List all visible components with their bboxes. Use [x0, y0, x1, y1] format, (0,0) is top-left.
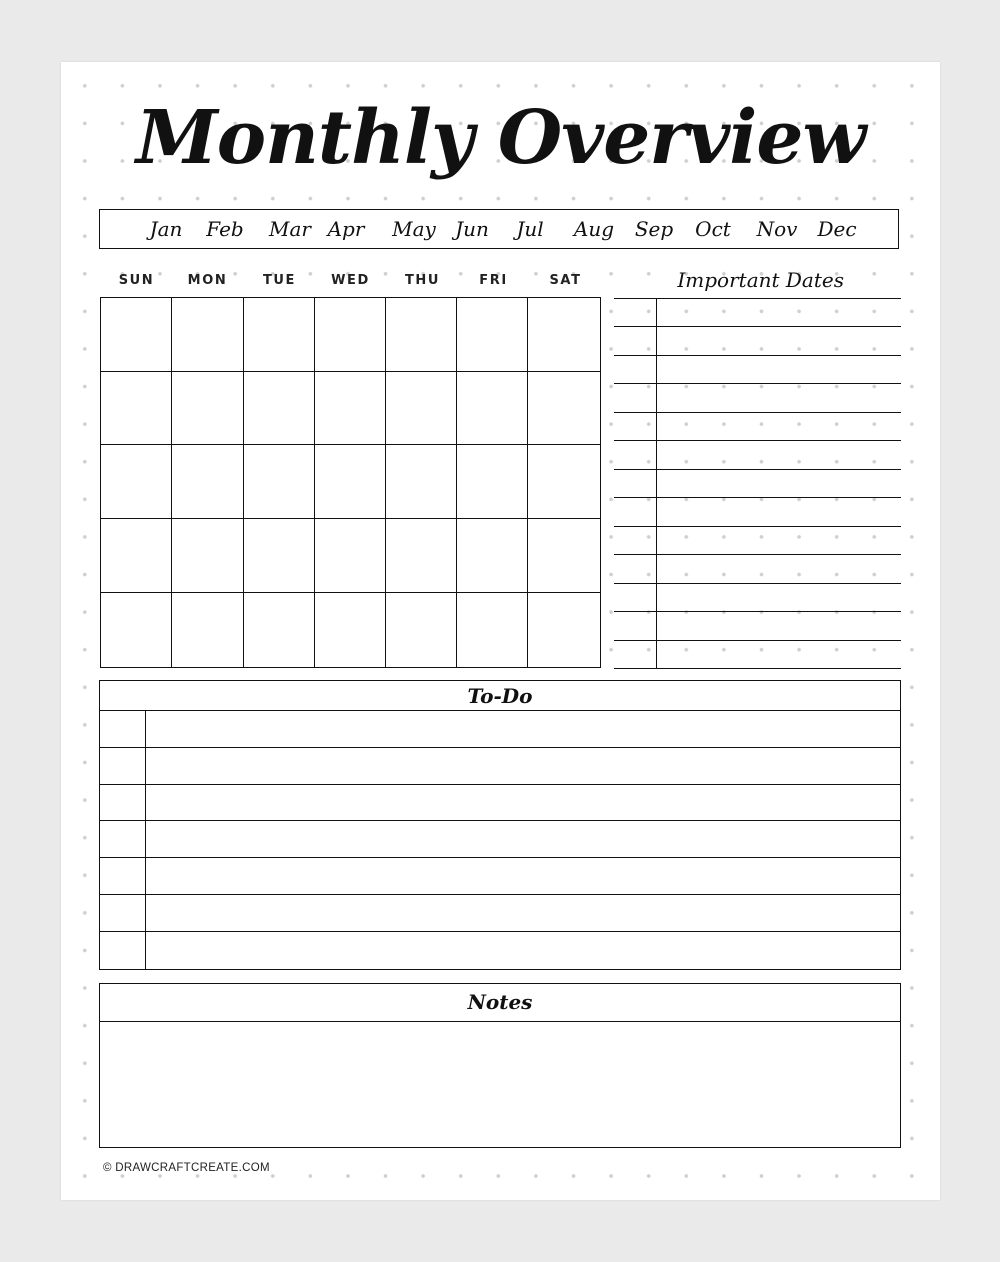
calendar-day-cell[interactable]	[314, 298, 385, 372]
todo-checkbox[interactable]	[100, 748, 145, 785]
todo-checkbox[interactable]	[100, 931, 145, 968]
todo-checkbox[interactable]	[100, 858, 145, 895]
important-date-entry[interactable]	[614, 383, 901, 411]
important-dates-line	[614, 668, 901, 669]
important-date-entry[interactable]	[614, 554, 901, 582]
calendar-day-cell[interactable]	[386, 372, 457, 446]
todo-title: To-Do	[467, 684, 533, 708]
month-aug[interactable]: Aug	[573, 217, 615, 241]
calendar-day-cell[interactable]	[457, 592, 528, 666]
calendar-day-cell[interactable]	[101, 592, 172, 666]
notes-area[interactable]	[100, 1023, 900, 1147]
important-date-entry[interactable]	[614, 583, 901, 611]
calendar-day-cell[interactable]	[243, 592, 314, 666]
calendar-day-cell[interactable]	[172, 592, 243, 666]
calendar-day-cell[interactable]	[386, 519, 457, 593]
month-mar[interactable]: Mar	[269, 217, 311, 241]
todo-item-field[interactable]	[147, 858, 900, 895]
todo-checkbox[interactable]	[100, 784, 145, 821]
calendar-day-cell[interactable]	[101, 519, 172, 593]
month-nov[interactable]: Nov	[756, 217, 798, 241]
calendar-day-cell[interactable]	[457, 519, 528, 593]
calendar-day-cell[interactable]	[528, 372, 599, 446]
important-date-entry[interactable]	[614, 412, 901, 440]
todo-item-field[interactable]	[147, 821, 900, 858]
todo-checkbox[interactable]	[100, 895, 145, 932]
weekday-wed: WED	[331, 273, 370, 288]
calendar-day-cell[interactable]	[528, 445, 599, 519]
calendar-day-cell[interactable]	[172, 445, 243, 519]
important-date-entry[interactable]	[614, 497, 901, 525]
month-apr[interactable]: Apr	[327, 217, 365, 241]
calendar-day-cell[interactable]	[243, 372, 314, 446]
todo-item-field[interactable]	[147, 748, 900, 785]
important-date-entry[interactable]	[614, 640, 901, 668]
important-date-entry[interactable]	[614, 526, 901, 554]
calendar-day-cell[interactable]	[528, 519, 599, 593]
month-oct[interactable]: Oct	[695, 217, 731, 241]
month-may[interactable]: May	[392, 217, 436, 241]
important-date-entry[interactable]	[614, 298, 901, 326]
month-feb[interactable]: Feb	[206, 217, 244, 241]
notes-title: Notes	[467, 990, 533, 1014]
important-date-entry[interactable]	[614, 469, 901, 497]
calendar-day-cell[interactable]	[172, 298, 243, 372]
calendar-day-cell[interactable]	[172, 372, 243, 446]
todo-item-field[interactable]	[147, 711, 900, 748]
calendar-day-cell[interactable]	[314, 372, 385, 446]
notes-box	[99, 983, 901, 1148]
todo-item-field[interactable]	[147, 931, 900, 968]
calendar-day-cell[interactable]	[314, 519, 385, 593]
weekday-fri: FRI	[479, 273, 508, 288]
month-sep[interactable]: Sep	[634, 217, 674, 241]
calendar-day-cell[interactable]	[386, 298, 457, 372]
weekday-sat: SAT	[549, 273, 582, 288]
important-dates-title: Important Dates	[677, 268, 844, 292]
important-date-entry[interactable]	[614, 611, 901, 639]
weekday-sun: SUN	[118, 273, 155, 288]
calendar-day-cell[interactable]	[528, 298, 599, 372]
important-date-entry[interactable]	[614, 440, 901, 468]
calendar-day-cell[interactable]	[101, 298, 172, 372]
weekday-tue: TUE	[262, 273, 297, 288]
month-jan[interactable]: Jan	[149, 217, 183, 241]
calendar-day-cell[interactable]	[457, 372, 528, 446]
todo-item-field[interactable]	[147, 895, 900, 932]
month-jun[interactable]: Jun	[455, 217, 489, 241]
month-jul[interactable]: Jul	[516, 217, 544, 241]
calendar-day-cell[interactable]	[243, 298, 314, 372]
calendar-day-cell[interactable]	[457, 298, 528, 372]
calendar-day-cell[interactable]	[172, 519, 243, 593]
todo-list	[99, 680, 901, 970]
calendar-day-cell[interactable]	[314, 445, 385, 519]
important-date-entry[interactable]	[614, 326, 901, 354]
month-selector	[99, 209, 899, 249]
calendar-day-cell[interactable]	[101, 445, 172, 519]
weekday-thu: THU	[404, 273, 441, 288]
page-title: Monthly Overview	[135, 95, 866, 181]
calendar-day-cell[interactable]	[528, 592, 599, 666]
calendar-day-cell[interactable]	[243, 519, 314, 593]
calendar-day-cell[interactable]	[386, 445, 457, 519]
todo-checkbox[interactable]	[100, 711, 145, 748]
weekday-mon: MON	[187, 273, 228, 288]
notes-divider	[100, 1021, 900, 1022]
calendar-day-cell[interactable]	[243, 445, 314, 519]
calendar-grid	[100, 297, 601, 668]
important-date-entry[interactable]	[614, 355, 901, 383]
calendar-day-cell[interactable]	[386, 592, 457, 666]
todo-item-field[interactable]	[147, 784, 900, 821]
copyright-notice: © DRAWCRAFTCREATE.COM	[103, 1162, 270, 1174]
todo-checkbox[interactable]	[100, 821, 145, 858]
calendar-day-cell[interactable]	[314, 592, 385, 666]
calendar-day-cell[interactable]	[101, 372, 172, 446]
month-dec[interactable]: Dec	[817, 217, 857, 241]
calendar-day-cell[interactable]	[457, 445, 528, 519]
